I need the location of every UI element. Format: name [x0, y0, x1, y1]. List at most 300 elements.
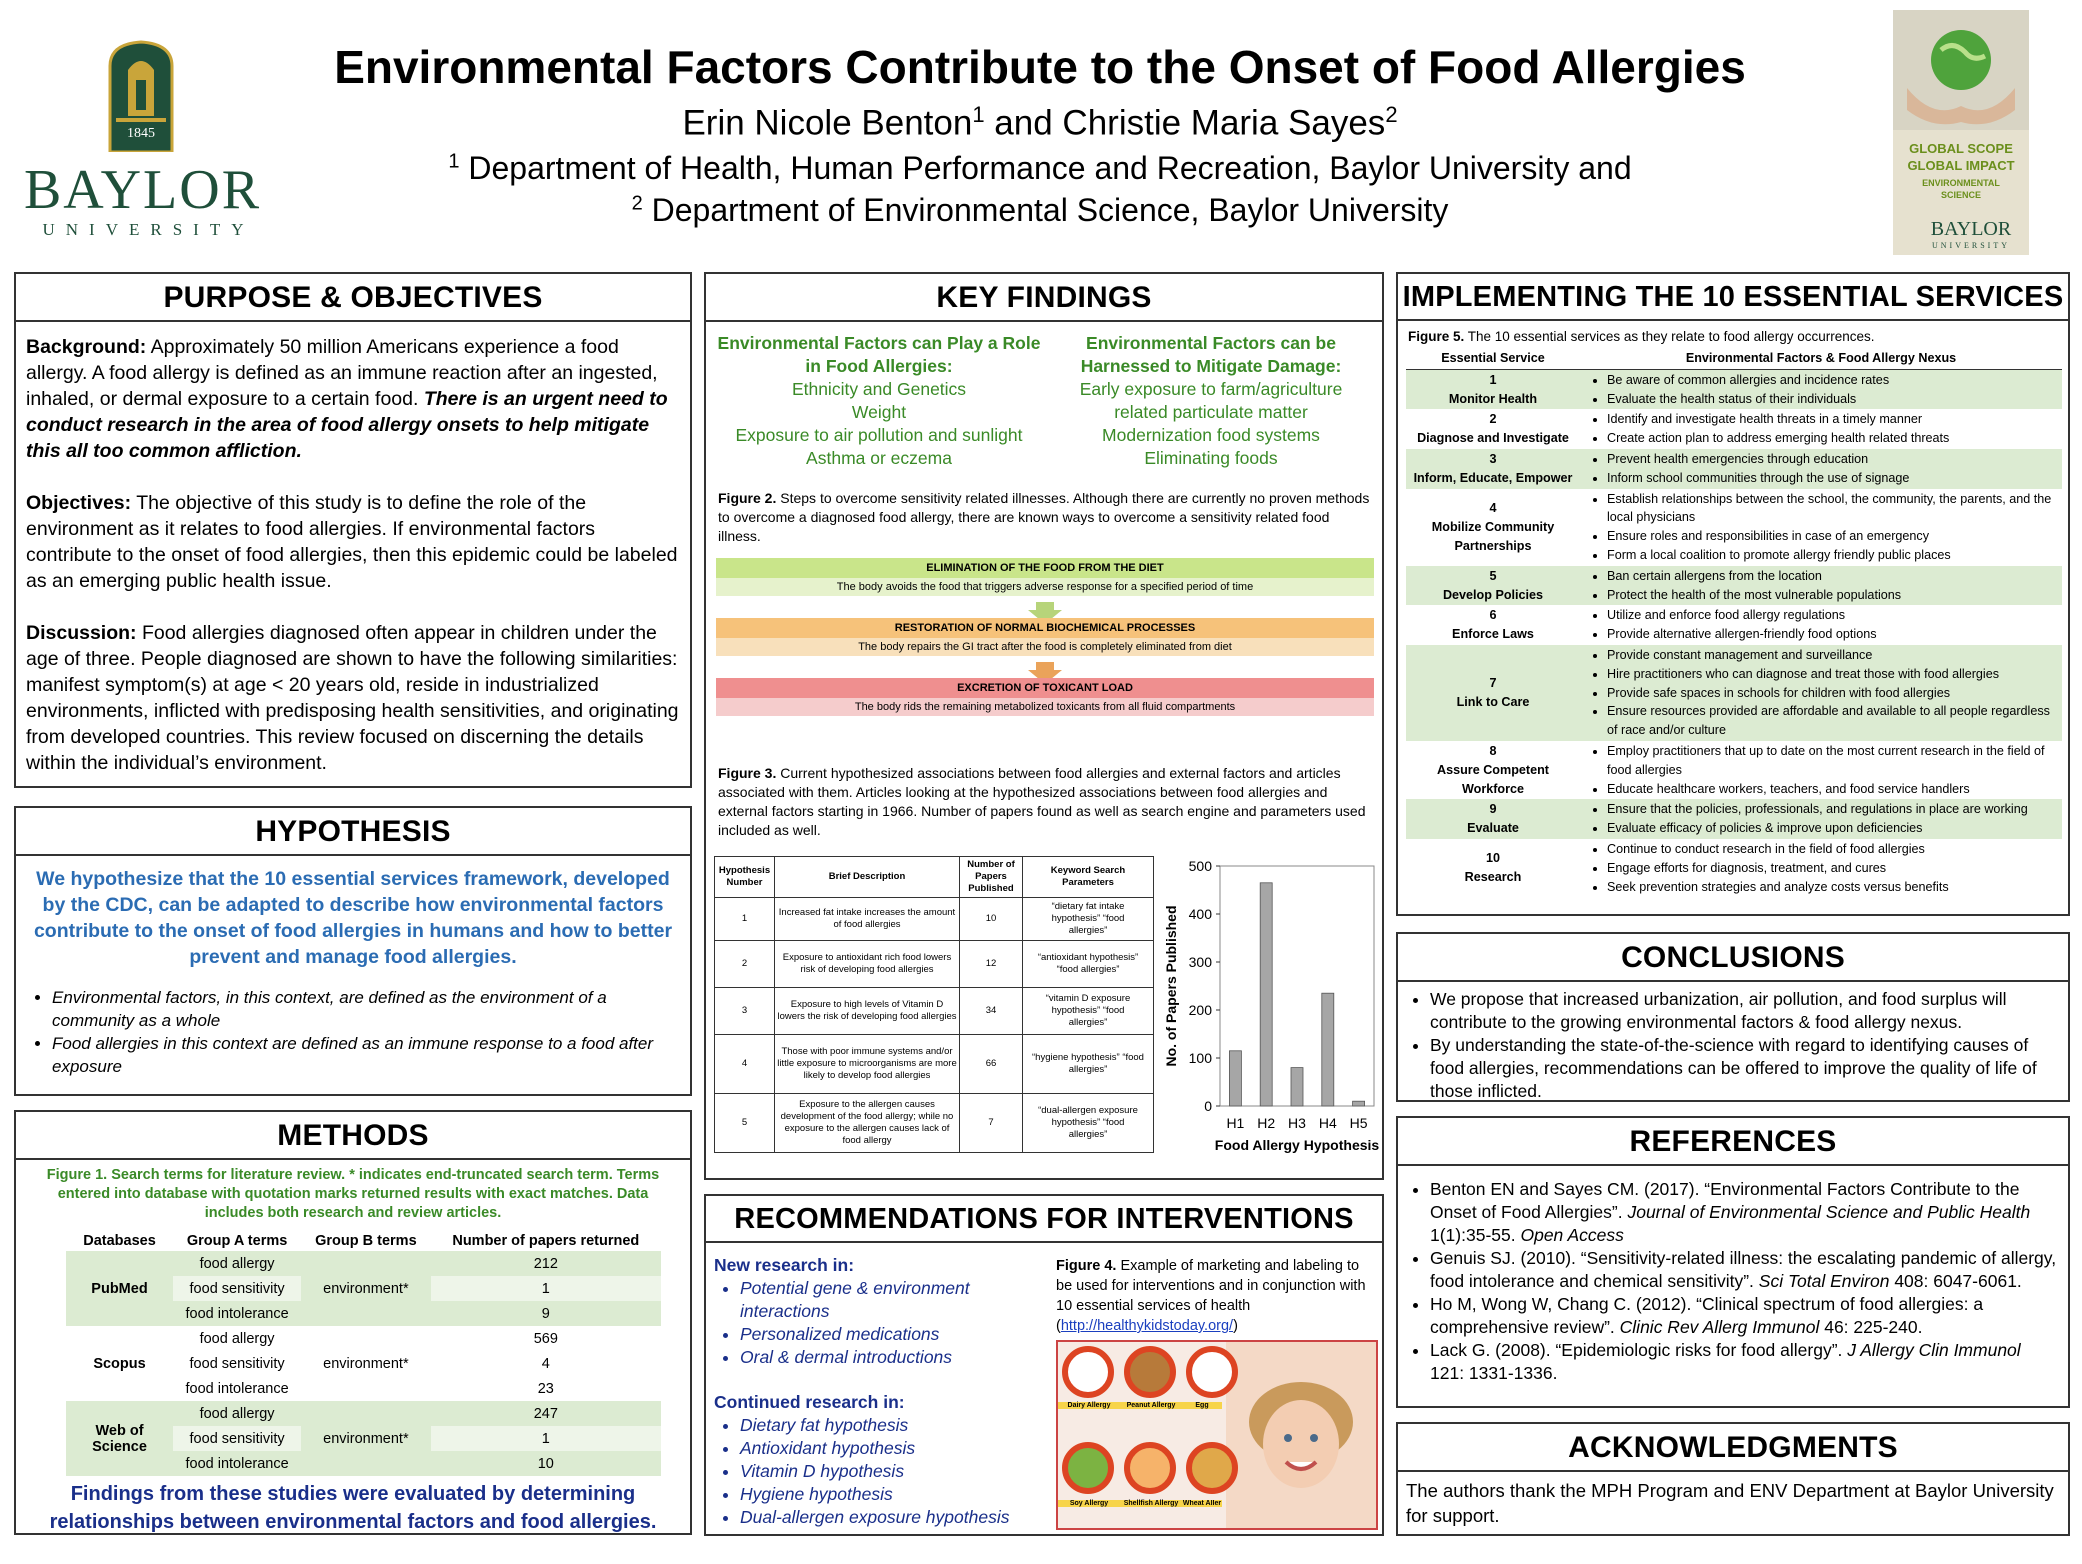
service-number: 2	[1489, 412, 1497, 427]
column-header: Databases	[83, 1233, 156, 1249]
figure-4-text: Example of marketing and labeling to be used for interventions and in conjunction with 10 essential services of health (	[1056, 1258, 1366, 1334]
affiliation-2-sup: 2	[631, 192, 643, 215]
group-a-term: food intolerance	[185, 1380, 289, 1397]
purpose-body	[16, 322, 690, 776]
conclusion-item: • We propose that increased urbanization, air pollution, and food surplus will contribute to the growing environmental factors & food allergy nexus.	[1430, 988, 2058, 1034]
y-tick-label: 400	[1188, 906, 1212, 922]
continued-research-item: • Hygiene hypothesis	[740, 1483, 1044, 1506]
new-research-list	[714, 1277, 1044, 1369]
continued-research-item: • Dual-allergen exposure hypothesis	[740, 1506, 1044, 1529]
sign-shellfish	[1124, 1442, 1176, 1494]
papers-returned: 569	[533, 1330, 558, 1347]
step-description: The body avoids the food that triggers adverse response for a specified period of time	[716, 578, 1374, 596]
x-tick-label: H2	[1257, 1115, 1276, 1131]
table-row	[1406, 489, 2062, 566]
globe-in-hands-icon	[1893, 10, 2029, 130]
nexus-list	[1581, 606, 2061, 644]
bar-h3	[1291, 1068, 1303, 1106]
conclusions-panel	[1396, 932, 2070, 1102]
x-tick-label: H4	[1318, 1115, 1337, 1131]
background-label: Background:	[26, 336, 147, 358]
step-title: RESTORATION OF NORMAL BIOCHEMICAL PROCESSES	[716, 618, 1374, 638]
nexus-item: • Employ practitioners that up to date on the most current research in the field of food allergies	[1607, 742, 2061, 780]
hypothesis-papers: 66	[960, 1035, 1023, 1094]
table-row	[1406, 605, 2062, 645]
key-findings-panel	[704, 272, 1384, 1180]
papers-published-chart	[1158, 854, 1380, 1164]
findings-left-item: Exposure to air pollution and sunlight	[735, 425, 1023, 445]
findings-right-item: related particulate matter	[1114, 402, 1308, 422]
reference-access: Open Access	[1520, 1225, 1624, 1245]
table-row	[1406, 566, 2062, 606]
y-tick-label: 100	[1188, 1050, 1212, 1066]
reference-item	[1430, 1339, 2058, 1385]
group-a-term: food allergy	[199, 1405, 275, 1422]
objectives-paragraph	[26, 490, 682, 594]
table-row	[715, 1035, 1154, 1094]
nexus-item: • Ensure resources provided are affordable and available to all people regardless of race and/or culture	[1607, 702, 2061, 740]
hypothesis-keywords: “vitamin D exposure hypothesis” “food allergies”	[1023, 988, 1154, 1035]
service-name: Develop Policies	[1442, 587, 1544, 602]
background-paragraph	[26, 334, 682, 464]
column-header: Brief Description	[775, 857, 960, 898]
affiliation-2-text: Department of Environmental Science, Baylor University	[642, 192, 1449, 228]
nexus-item: • Provide constant management and surveillance	[1607, 646, 2061, 665]
figure-1-caption: Figure 1. Search terms for literature review. * indicates end-truncated search term. Terms entered into database with quotation marks returned results with exact matches. Data includes both research and review articles.	[46, 1167, 660, 1221]
bar-h2	[1260, 883, 1272, 1106]
group-b-term: environment*	[323, 1280, 409, 1297]
group-a-term: food sensitivity	[189, 1430, 285, 1447]
findings-right-list	[1046, 332, 1376, 470]
table-row	[715, 1094, 1154, 1153]
nexus-list	[1581, 800, 2061, 838]
step-elimination	[716, 558, 1374, 596]
methods-panel	[14, 1110, 692, 1535]
author-2-sup: 2	[1385, 102, 1398, 127]
findings-right-item: Eliminating foods	[1144, 448, 1278, 468]
service-cell	[1406, 839, 1580, 897]
table-row	[1406, 369, 2062, 409]
hypothesis-description: Exposure to the allergen causes development of the food allergy; while no exposure to the allergen causes lack of food allergy	[775, 1094, 960, 1153]
x-tick-label: H1	[1226, 1115, 1245, 1131]
badge-line-3: ENVIRONMENTAL	[1922, 178, 2000, 188]
findings-right-item: Early exposure to farm/agriculture	[1079, 379, 1343, 399]
y-tick-label: 0	[1204, 1098, 1212, 1114]
badge-line-4: SCIENCE	[1940, 190, 1981, 200]
hypothesis-papers: 34	[960, 988, 1023, 1035]
service-cell	[1406, 645, 1580, 741]
figure-3-text: Current hypothesized associations between food allergies and external factors and articles associated with them. Articles looking at the hypothesized associations between food allergies and external factors starting in 1966. Number of papers found as well as search engine and parameters used included as well.	[718, 765, 1366, 838]
service-cell	[1406, 605, 1580, 645]
nexus-item: • Create action plan to address emerging health related threats	[1607, 429, 2061, 448]
nexus-item: • Establish relationships between the school, the community, the parents, and the local physicians	[1607, 490, 2061, 528]
purpose-heading: PURPOSE & OBJECTIVES	[16, 274, 690, 322]
hypothesis-table-header	[715, 857, 1154, 898]
service-number: 9	[1489, 802, 1497, 817]
references-heading: REFERENCES	[1398, 1118, 2068, 1166]
reference-journal: Sci Total Environ	[1758, 1271, 1890, 1291]
nexus-item: • Inform school communities through the use of signage	[1607, 469, 2061, 488]
child-face-icon	[1246, 1382, 1356, 1502]
hypothesis-papers: 12	[960, 941, 1023, 988]
column-header: Group A terms	[186, 1233, 288, 1249]
figure-2-label: Figure 2.	[718, 490, 777, 506]
hypothesis-keywords: “antioxidant hypothesis” “food allergies”	[1023, 941, 1154, 988]
figure-4-link[interactable]: http://healthykidstoday.org/	[1060, 1318, 1234, 1334]
step-description: The body repairs the GI tract after the food is completely eliminated from diet	[716, 638, 1374, 656]
baylor-logo	[18, 40, 263, 240]
search-terms-header-row	[66, 1231, 661, 1251]
figure-3-label: Figure 3.	[718, 765, 777, 781]
step-title: ELIMINATION OF THE FOOD FROM THE DIET	[716, 558, 1374, 578]
nexus-list	[1581, 646, 2061, 740]
recommendations-panel	[704, 1194, 1384, 1536]
sign-egg	[1186, 1346, 1238, 1398]
implementing-panel	[1396, 272, 2070, 916]
authors	[290, 102, 1790, 144]
hypothesis-number: 1	[715, 898, 775, 941]
nexus-item: • Ban certain allergens from the location	[1607, 567, 2061, 586]
badge-wordmark: BAYLOR	[1930, 218, 2012, 240]
nexus-item: • Evaluate the health status of their individuals	[1607, 390, 2061, 409]
group-a-term: food allergy	[199, 1330, 275, 1347]
conclusions-heading: CONCLUSIONS	[1398, 934, 2068, 982]
nexus-list	[1581, 840, 2061, 896]
acknowledgments-panel	[1396, 1422, 2070, 1536]
column-header: Group B terms	[315, 1233, 417, 1249]
papers-returned: 247	[533, 1405, 558, 1422]
nexus-item: • Evaluate efficacy of policies & improve upon deficiencies	[1607, 819, 2061, 838]
service-name: Research	[1464, 870, 1522, 885]
service-name: Enforce Laws	[1452, 627, 1534, 642]
nexus-item: • Prevent health emergencies through education	[1607, 450, 2061, 469]
x-tick-label: H3	[1288, 1115, 1306, 1131]
purpose-panel	[14, 272, 692, 788]
nexus-item: • Utilize and enforce food allergy regulations	[1607, 606, 2061, 625]
nexus-cell	[1580, 799, 2062, 839]
recommendations-lists	[714, 1254, 1044, 1529]
hypothesis-number: 5	[715, 1094, 775, 1153]
nexus-cell	[1580, 839, 2062, 897]
figure-2-caption	[718, 489, 1370, 546]
nexus-list	[1581, 490, 2061, 565]
nexus-cell	[1580, 605, 2062, 645]
service-cell	[1406, 409, 1580, 449]
sign-peanut	[1124, 1346, 1176, 1398]
service-name: Monitor Health	[1448, 391, 1538, 406]
continued-research-label: Continued research in:	[714, 1392, 905, 1412]
sign-dairy	[1062, 1346, 1114, 1398]
methods-finding: Findings from these studies were evaluated by determining relationships between environmental factors and food allergies.	[49, 1483, 657, 1533]
logo-subtitle: UNIVERSITY	[42, 220, 255, 239]
service-cell	[1406, 369, 1580, 409]
nexus-item: • Identify and investigate health threats in a timely manner	[1607, 410, 2061, 429]
nexus-item: • Provide alternative allergen-friendly food options	[1607, 625, 2061, 644]
nexus-item: • Continue to conduct research in the field of food allergies	[1607, 840, 2061, 859]
continued-research-item: • Vitamin D hypothesis	[740, 1460, 1044, 1483]
reference-journal: J Allergy Clin Immunol	[1847, 1340, 2021, 1360]
service-name: Mobilize Community Partnerships	[1431, 519, 1555, 553]
figure-2-text: Steps to overcome sensitivity related illnesses. Although there are currently no proven methods to overcome a diagnosed food allergy, there are known ways to overcome a sensitivity related food illness.	[718, 490, 1370, 544]
reference-volume: 46: 225-240.	[1819, 1317, 1923, 1337]
sign-peanut-label: Peanut Allergy	[1120, 1402, 1182, 1409]
service-cell	[1406, 566, 1580, 606]
new-research-item: • Oral & dermal introductions	[740, 1346, 1044, 1369]
badge-line-1: GLOBAL SCOPE	[1909, 141, 2013, 156]
references-list	[1398, 1166, 2068, 1385]
group-b-term: environment*	[323, 1355, 409, 1372]
step-description: The body rids the remaining metabolized toxicants from all fluid compartments	[716, 698, 1374, 716]
environmental-science-badge	[1893, 10, 2029, 255]
table-row	[66, 1401, 661, 1426]
discussion-label: Discussion:	[26, 622, 137, 644]
table-row	[1406, 741, 2062, 799]
service-number: 5	[1489, 568, 1497, 583]
hypothesis-papers: 10	[960, 898, 1023, 941]
hypothesis-bullets	[16, 986, 690, 1078]
service-cell	[1406, 741, 1580, 799]
nexus-item: • Educate healthcare workers, teachers, and food service handlers	[1607, 780, 2061, 799]
service-name: Diagnose and Investigate	[1417, 431, 1569, 446]
new-research-item: • Potential gene & environment interactions	[740, 1277, 1044, 1323]
affiliation-1-sup: 1	[448, 150, 460, 173]
table-row	[1406, 839, 2062, 897]
continued-research-item: • Dietary fat hypothesis	[740, 1414, 1044, 1437]
allergy-signage-image	[1056, 1340, 1378, 1530]
hypothesis-description: Exposure to antioxidant rich food lowers risk of developing food allergies	[775, 941, 960, 988]
sign-soy	[1062, 1442, 1114, 1494]
reference-item	[1430, 1293, 2058, 1339]
nexus-item: • Ensure roles and responsibilities in case of an emergency	[1607, 527, 2061, 546]
nexus-list	[1581, 742, 2061, 798]
continued-research-item: • Antioxidant hypothesis	[740, 1437, 1044, 1460]
sign-wheat-label: Wheat Aller	[1182, 1500, 1222, 1507]
background-text: Approximately 50 million Americans experience a food allergy. A food allergy is defined as an immune reaction after an ingested, inhaled, or dermal exposure to a certain food.	[26, 336, 658, 410]
reference-journal: Clinic Rev Allerg Immunol	[1619, 1317, 1820, 1337]
hypothesis-description: Exposure to high levels of Vitamin D lowers the risk of developing food allergies	[775, 988, 960, 1035]
sign-dairy-label: Dairy Allergy	[1058, 1402, 1120, 1409]
hypothesis-panel	[14, 806, 692, 1096]
step-restoration	[716, 618, 1374, 656]
nexus-cell	[1580, 449, 2062, 489]
hypothesis-statement: We hypothesize that the 10 essential services framework, developed by the CDC, can be adapted to describe how environmental factors contribute to the onset of food allergies in humans and how to better prevent and manage food allergies.	[33, 868, 673, 968]
affiliation-1	[290, 150, 1790, 187]
findings-right-item: Modernization food systems	[1102, 425, 1320, 445]
discussion-text: Food allergies diagnosed often appear in children under the age of three. People diagnosed are shown to have the following similarities: manifest symptom(s) at age < 20 years old, reside in industrialized environments, inflicted with predisposing health sensitivities, and originating from developed countries. This review focused on discerning the details within the individual’s environment.	[26, 622, 679, 774]
table-row	[66, 1326, 661, 1351]
nexus-item: • Seek prevention strategies and analyze costs versus benefits	[1607, 878, 2061, 897]
hypothesis-number: 3	[715, 988, 775, 1035]
column-header: Essential Service	[1406, 348, 1580, 369]
new-research-label: New research in:	[714, 1255, 855, 1275]
key-findings-heading: KEY FINDINGS	[706, 274, 1382, 322]
step-title: EXCRETION OF TOXICANT LOAD	[716, 678, 1374, 698]
table-row	[1406, 409, 2062, 449]
service-name: Link to Care	[1456, 694, 1530, 709]
figure-3-caption	[718, 764, 1374, 840]
step-excretion	[716, 678, 1374, 716]
recommendations-heading: RECOMMENDATIONS FOR INTERVENTIONS	[706, 1196, 1382, 1243]
nexus-cell	[1580, 566, 2062, 606]
table-row	[66, 1251, 661, 1276]
acknowledgments-heading: ACKNOWLEDGMENTS	[1398, 1424, 2068, 1472]
group-a-term: food sensitivity	[189, 1355, 285, 1372]
background-emphasis: There is an urgent need to conduct research in the area of food allergy onsets to help mitigate this all too common affliction.	[26, 388, 668, 462]
objectives-label: Objectives:	[26, 492, 132, 514]
findings-left-item: Ethnicity and Genetics	[791, 379, 967, 399]
badge-subtitle: UNIVERSITY	[1932, 241, 2010, 250]
nexus-list	[1581, 567, 2061, 605]
hypothesis-number: 2	[715, 941, 775, 988]
continued-research-list	[714, 1414, 1044, 1529]
new-research-item: • Personalized medications	[740, 1323, 1044, 1346]
column-header: Keyword Search Parameters	[1023, 857, 1154, 898]
reference-text: Benton EN and Sayes CM. (2017). “Environmental Factors Contribute to the Onset of Food Allergies”.	[1430, 1179, 2020, 1222]
papers-returned: 1	[541, 1280, 550, 1297]
reference-volume: 408: 6047-6061.	[1889, 1271, 2022, 1291]
affiliation-2	[290, 192, 1790, 229]
papers-returned: 212	[533, 1255, 558, 1272]
service-number: 3	[1489, 451, 1497, 466]
service-name: Evaluate	[1467, 821, 1519, 836]
reference-volume: 1(1):35-55.	[1430, 1225, 1521, 1245]
author-1: Erin Nicole Benton	[682, 103, 973, 143]
conclusion-item: • By understanding the state-of-the-science with regard to identifying causes of food allergies, recommendations can be offered to improve the quality of life of those inflicted.	[1430, 1034, 2058, 1103]
figure-4-caption	[1056, 1256, 1378, 1336]
column-header: Environmental Factors & Food Allergy Nexus	[1580, 348, 2062, 369]
implementing-heading: IMPLEMENTING THE 10 ESSENTIAL SERVICES	[1398, 274, 2068, 321]
essential-services-table	[1406, 348, 2062, 897]
methods-heading: METHODS	[16, 1112, 690, 1160]
sign-wheat	[1186, 1442, 1238, 1494]
logo-wordmark: BAYLOR	[23, 159, 262, 221]
service-number: 1	[1489, 372, 1497, 387]
reference-item	[1430, 1247, 2058, 1293]
findings-right-title: Environmental Factors can be Harnessed to Mitigate Damage:	[1080, 333, 1342, 376]
papers-returned: 1	[541, 1430, 550, 1447]
nexus-list	[1581, 371, 2061, 409]
services-header-row	[1406, 348, 2062, 369]
nexus-cell	[1580, 741, 2062, 799]
group-b-term: environment*	[323, 1430, 409, 1447]
nexus-item: • Engage efforts for diagnosis, treatment, and cures	[1607, 859, 2061, 878]
service-name: Assure Competent Workforce	[1437, 762, 1549, 796]
hypothesis-keywords: “dual-allergen exposure hypothesis” “food allergies”	[1023, 1094, 1154, 1153]
acknowledgments-text: The authors thank the MPH Program and ENV Department at Baylor University for support.	[1406, 1480, 2054, 1526]
nexus-item: • Provide safe spaces in schools for children with food allergies	[1607, 684, 2061, 703]
nexus-cell	[1580, 645, 2062, 741]
group-a-term: food intolerance	[185, 1455, 289, 1472]
bar-h1	[1229, 1051, 1241, 1106]
nexus-cell	[1580, 489, 2062, 566]
hypothesis-number: 4	[715, 1035, 775, 1094]
hypothesis-keywords: “dietary fat intake hypothesis” “food allergies”	[1023, 898, 1154, 941]
reference-text: Ho M, Wong W, Chang C. (2012). “Clinical spectrum of food allergies: a comprehensive review”.	[1430, 1294, 1984, 1337]
author-1-sup: 1	[972, 102, 985, 127]
figure-5-label: Figure 5.	[1408, 329, 1465, 344]
objectives-text: The objective of this study is to define the role of the environment as it relates to food allergies. If environmental factors contribute to the onset of food allergies, then this epidemic could be labeled as an emerging public health issue.	[26, 492, 678, 592]
affiliation-1-text: Department of Health, Human Performance and Recreation, Baylor University and	[459, 150, 1632, 186]
service-cell	[1406, 449, 1580, 489]
nexus-cell	[1580, 409, 2062, 449]
y-axis-label: No. of Papers Published	[1163, 905, 1179, 1067]
sign-soy-label: Soy Allergy	[1058, 1500, 1120, 1507]
table-row	[715, 941, 1154, 988]
nexus-item: • Protect the health of the most vulnerable populations	[1607, 586, 2061, 605]
database-name: PubMed	[91, 1280, 148, 1297]
column-header: Number of papers returned	[452, 1233, 640, 1249]
y-tick-label: 500	[1188, 858, 1212, 874]
hypothesis-description: Increased fat intake increases the amount of food allergies	[775, 898, 960, 941]
service-number: 10	[1485, 851, 1500, 866]
nexus-item: • Be aware of common allergies and incidence rates	[1607, 371, 2061, 390]
author-2: and Christie Maria Sayes	[984, 103, 1386, 143]
service-cell	[1406, 489, 1580, 566]
nexus-item: • Form a local coalition to promote allergy friendly public places	[1607, 546, 2061, 565]
nexus-item: • Hire practitioners who can diagnose and treat those with food allergies	[1607, 665, 2061, 684]
hypothesis-description: Those with poor immune systems and/or little exposure to microorganisms are more likely to develop food allergies	[775, 1035, 960, 1094]
findings-left-item: Weight	[851, 402, 907, 422]
references-panel	[1396, 1116, 2070, 1408]
conclusions-list	[1398, 982, 2068, 1103]
table-row	[715, 988, 1154, 1035]
service-number: 6	[1489, 608, 1497, 623]
findings-left-list	[714, 332, 1044, 470]
service-cell	[1406, 799, 1580, 839]
column-header: Number of Papers Published	[960, 857, 1023, 898]
nexus-list	[1581, 450, 2061, 488]
papers-returned: 4	[541, 1355, 550, 1372]
group-a-term: food allergy	[199, 1255, 275, 1272]
nexus-item: • Ensure that the policies, professionals, and regulations in place are working	[1607, 800, 2061, 819]
hypothesis-bullet: • Environmental factors, in this context, are defined as the environment of a community as a whole	[52, 986, 682, 1032]
hypothesis-papers: 7	[960, 1094, 1023, 1153]
findings-left-item: Asthma or eczema	[806, 448, 952, 468]
badge-line-2: GLOBAL IMPACT	[1907, 158, 2015, 173]
service-number: 4	[1489, 500, 1497, 515]
findings-left-title: Environmental Factors can Play a Role in Food Allergies:	[717, 333, 1041, 376]
table-row	[1406, 645, 2062, 741]
service-number: 8	[1489, 743, 1497, 758]
papers-returned: 10	[537, 1455, 554, 1472]
reference-journal: Journal of Environmental Science and Public Health	[1627, 1202, 2031, 1222]
x-tick-label: H5	[1349, 1115, 1368, 1131]
group-a-term: food intolerance	[185, 1305, 289, 1322]
table-row	[1406, 449, 2062, 489]
bar-h4	[1322, 993, 1334, 1106]
service-number: 7	[1489, 676, 1497, 691]
figure-5-caption	[1398, 321, 2068, 348]
y-tick-label: 300	[1188, 954, 1212, 970]
logo-year: 1845	[127, 126, 155, 141]
reference-text: Lack G. (2008). “Epidemiologic risks for food allergy”.	[1430, 1340, 1848, 1360]
sign-shellfish-label: Shellfish Allergy	[1120, 1500, 1182, 1507]
x-axis-label: Food Allergy Hypothesis	[1214, 1137, 1380, 1153]
reference-text: Genuis SJ. (2010). “Sensitivity-related illness: the escalating pandemic of allergy, food intolerance and chemical sensitivity”.	[1430, 1248, 2057, 1291]
nexus-cell	[1580, 369, 2062, 409]
nexus-list	[1581, 410, 2061, 448]
discussion-paragraph	[26, 620, 682, 776]
search-terms-table	[66, 1231, 661, 1476]
hypothesis-heading: HYPOTHESIS	[16, 808, 690, 856]
group-a-term: food sensitivity	[189, 1280, 285, 1297]
table-row	[715, 898, 1154, 941]
figure-5-text: The 10 essential services as they relate to food allergy occurrences.	[1464, 329, 1875, 344]
reference-item	[1430, 1178, 2058, 1247]
figure-4-label: Figure 4.	[1056, 1258, 1117, 1274]
papers-returned: 23	[537, 1380, 554, 1397]
hypothesis-bullet: • Food allergies in this context are defined as an immune response to a food after exposure	[52, 1032, 682, 1078]
